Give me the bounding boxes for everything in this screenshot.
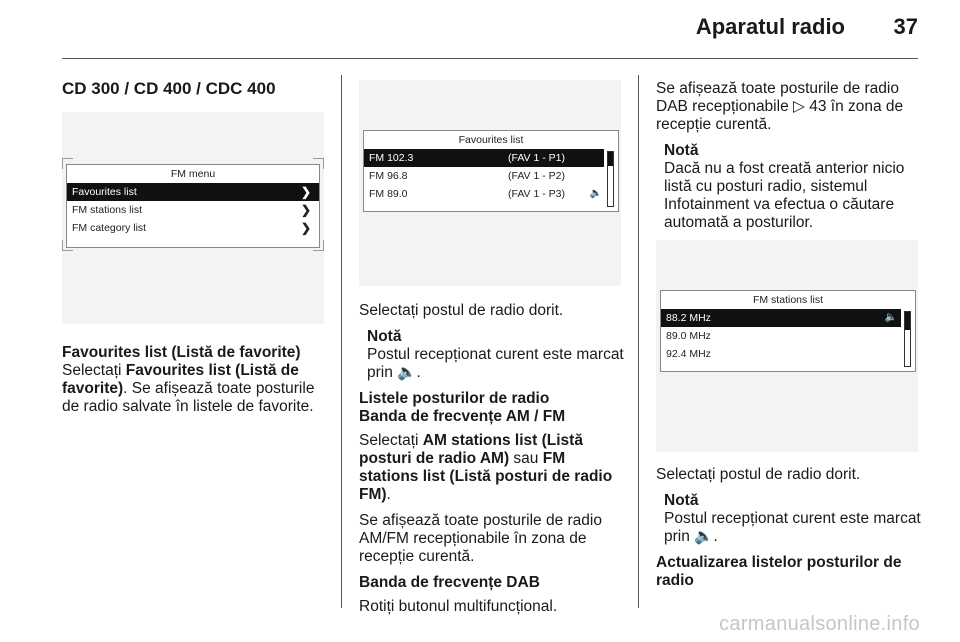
fm-menu-figure [62,112,324,324]
paragraph-am-fm-stations: Se afișează toate posturile de radio AM/FM recepționabile în zona de recepție curentă. [359,512,602,565]
favourites-list-screen [363,130,619,212]
speaker-icon: 🔈 [589,188,602,199]
note-current-station: Notă Postul recepționat curent este marcat prin 🔈. [367,328,624,381]
favourites-list-figure [359,80,621,286]
subheading-dab-band: Banda de frecvențe DAB [359,574,540,591]
watermark: carmanualsonline.info [719,613,920,635]
paragraph-select-list: Selectați AM stations list (Listă posturi de radio AM) sau FM stations list (Listă posturi de radio FM). [359,432,613,503]
paragraph-rotate-knob: Rotiți butonul multifuncțional. [359,598,558,615]
chevron-right-icon: ❯ [300,203,311,217]
note-current-station: Notă Postul recepționat curent este marcat prin 🔈. [664,492,921,545]
favourites-list-title: Favourites list [458,134,524,146]
station-row[interactable]: FM 89.0 (FAV 1 - P3) 🔈 [364,185,604,203]
station-row[interactable]: 88.2 MHz 🔈 [661,309,901,327]
subheading-am-fm-band: Banda de frecvențe AM / FM [359,408,566,425]
subheading-favourites: Favourites list (Listă de favorite) [62,344,301,361]
chevron-right-icon: ❯ [300,185,311,199]
column-divider-1 [341,75,342,608]
station-row[interactable]: FM 96.8 (FAV 1 - P2) [369,170,565,182]
column-3 [656,80,921,590]
station-row[interactable]: FM 102.3 (FAV 1 - P1) [364,149,604,167]
fm-stations-list-figure [656,240,918,452]
header-divider [62,58,918,59]
subheading-station-lists: Listele posturilor de radio [359,390,550,407]
page-number: 37 [893,14,918,39]
paragraph-dab-stations: Se afișează toate posturile de radio DAB recepționabile ▷ 43 în zona de recepție curentă. [656,80,904,133]
menu-item-fm-category-list[interactable]: FM category list ❯ [72,221,311,235]
station-row[interactable]: 89.0 MHz [666,330,711,342]
select-station-text: Selectați postul de radio dorit. [656,466,861,483]
menu-item-fm-stations-list[interactable]: FM stations list ❯ [72,203,311,217]
select-station-text: Selectați postul de radio dorit. [359,302,564,319]
fm-stations-list-screen [660,290,916,372]
column-divider-2 [638,75,639,608]
fm-stations-list-title: FM stations list [752,294,823,306]
section-title: CD 300 / CD 400 / CDC 400 [62,79,276,98]
subheading-update-lists: Actualizarea listelor posturilor de radio [656,554,902,589]
page-header-title: Aparatul radio [695,14,845,39]
menu-item-favourites-list[interactable]: Favourites list ❯ [67,183,319,201]
fm-menu-title: FM menu [170,168,216,180]
column-1 [62,80,327,424]
speaker-icon: 🔈 [884,312,897,323]
fm-menu-screen [66,164,320,248]
note-auto-search: Notă Dacă nu a fost creată anterior nicio listă cu posturi radio, sistemul Infotainment va efectua o căutare automată a posturilor. [664,142,905,231]
station-row[interactable]: 92.4 MHz [666,348,711,360]
scrollbar[interactable] [904,311,911,367]
paragraph-favourites: Selectați Favourites list (Listă de favorite). Se afișează toate posturile de radio salvate în listele de favorite. [62,362,315,415]
scrollbar[interactable] [607,151,614,207]
chevron-right-icon: ❯ [300,221,311,235]
column-2 [359,80,627,624]
